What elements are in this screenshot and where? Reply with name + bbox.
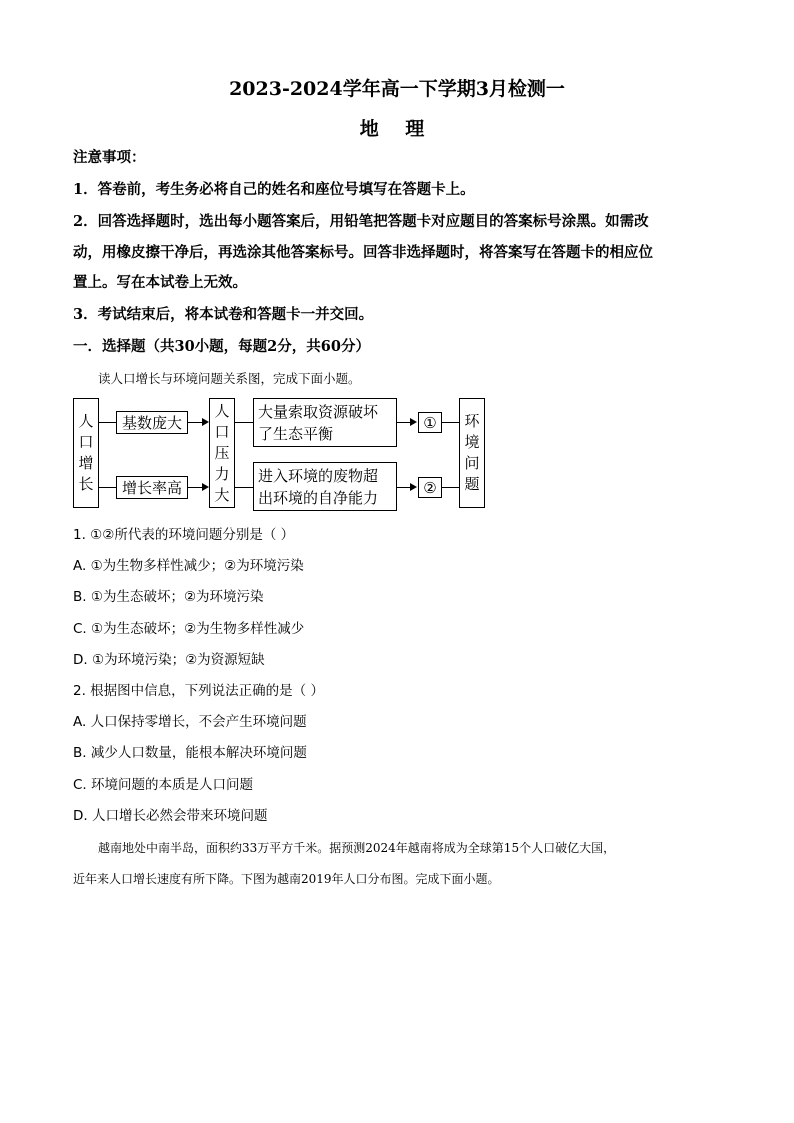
marker-label: ②: [423, 478, 437, 497]
diagram-char: 压: [214, 443, 230, 462]
marker-label: ①: [423, 413, 437, 432]
population-environment-diagram: [73, 398, 485, 510]
diagram-char: 长: [78, 475, 94, 493]
connector-line: [442, 422, 459, 423]
diagram-char: 人: [78, 412, 94, 430]
base-large-box: [116, 411, 188, 434]
question-1-option-d[interactable]: D. ①为环境污染；②为资源短缺: [73, 652, 265, 668]
diagram-label: 进入环境的废物超: [258, 467, 379, 485]
notice-item: 置上。写在本试卷上无效。: [73, 274, 247, 291]
diagram-label: 大量索取资源破坏: [258, 403, 379, 421]
exam-title: 2023-2024学年高一下学期3月检测一: [229, 78, 565, 100]
diagram-char: 环: [464, 412, 480, 430]
notice-item: 2．回答选择题时，选出每小题答案后，用铅笔把答题卡对应题目的答案标号涂黑。如需改: [73, 213, 649, 230]
question-1-stem: 1. ①②所代表的环境问题分别是（ ）: [73, 527, 295, 543]
connector-line: [99, 487, 116, 488]
diagram-char: 大: [214, 485, 230, 504]
diagram-char: 人: [214, 401, 230, 420]
question-2-option-a[interactable]: A. 人口保持零增长，不会产生环境问题: [73, 714, 307, 730]
growth-rate-box: [116, 476, 188, 499]
notice-item: 3．考试结束后，将本试卷和答题卡一并交回。: [73, 306, 374, 323]
arrow-head: [410, 483, 417, 491]
diagram-char: 口: [214, 422, 230, 441]
diagram-char: 增: [78, 454, 94, 472]
question-1-option-b[interactable]: B. ①为生态破坏；②为环境污染: [73, 589, 264, 605]
arrow-line: [397, 487, 410, 488]
diagram-char: 口: [78, 433, 94, 451]
diagram-label: 增长率高: [121, 479, 182, 497]
diagram-char: 问: [464, 454, 480, 472]
marker-2-box: [418, 477, 442, 498]
environment-problem-box: [459, 398, 485, 508]
diagram-char: 题: [464, 475, 480, 493]
intro-text-2-line-1: 越南地处中南半岛，面积约33万平方千米。据预测2024年越南将成为全球第15个人口破亿大国，: [98, 841, 616, 855]
notice-heading: 注意事项：: [73, 149, 146, 166]
ecological-damage-box: [253, 398, 397, 447]
intro-text-2-line-2: 近年来人口增长速度有所下降。下图为越南2019年人口分布图。完成下面小题。: [73, 872, 500, 886]
connector-line: [442, 487, 459, 488]
marker-1-box: [418, 412, 442, 433]
intro-text: 读人口增长与环境问题关系图，完成下面小题。: [98, 371, 361, 386]
diagram-char: 力: [214, 464, 230, 483]
section-heading: 一．选择题（共30小题，每题2分，共60分）: [73, 338, 370, 355]
connector-line: [235, 422, 253, 423]
connector-line: [235, 487, 253, 488]
question-2-option-c[interactable]: C. 环境问题的本质是人口问题: [73, 777, 254, 793]
subject-title: 地 理: [359, 118, 435, 140]
question-1-option-c[interactable]: C. ①为生态破坏；②为生物多样性减少: [73, 621, 305, 637]
arrow-head: [202, 483, 209, 491]
question-2-option-b[interactable]: B. 减少人口数量，能根本解决环境问题: [73, 745, 307, 761]
question-2-option-d[interactable]: D. 人口增长必然会带来环境问题: [73, 808, 268, 824]
arrow-line: [188, 487, 203, 488]
diagram-label: 出环境的自净能力: [258, 489, 379, 507]
arrow-head: [202, 418, 209, 426]
arrow-line: [188, 422, 203, 423]
population-pressure-box: [209, 398, 235, 508]
question-2-stem: 2. 根据图中信息，下列说法正确的是（ ）: [73, 683, 324, 699]
diagram-label: 基数庞大: [121, 414, 182, 432]
diagram-char: 境: [464, 433, 480, 451]
notice-item: 动，用橡皮擦干净后，再选涂其他答案标号。回答非选择题时，将答案写在答题卡的相应位: [73, 244, 653, 261]
notice-item: 1．答卷前，考生务必将自己的姓名和座位号填写在答题卡上。: [73, 181, 475, 198]
arrow-head: [410, 418, 417, 426]
population-growth-box: [73, 398, 99, 508]
connector-line: [99, 422, 116, 423]
diagram-label: 了生态平衡: [258, 425, 334, 443]
question-1-option-a[interactable]: A. ①为生物多样性减少；②为环境污染: [73, 558, 304, 574]
pollution-box: [253, 462, 397, 511]
arrow-line: [397, 422, 410, 423]
